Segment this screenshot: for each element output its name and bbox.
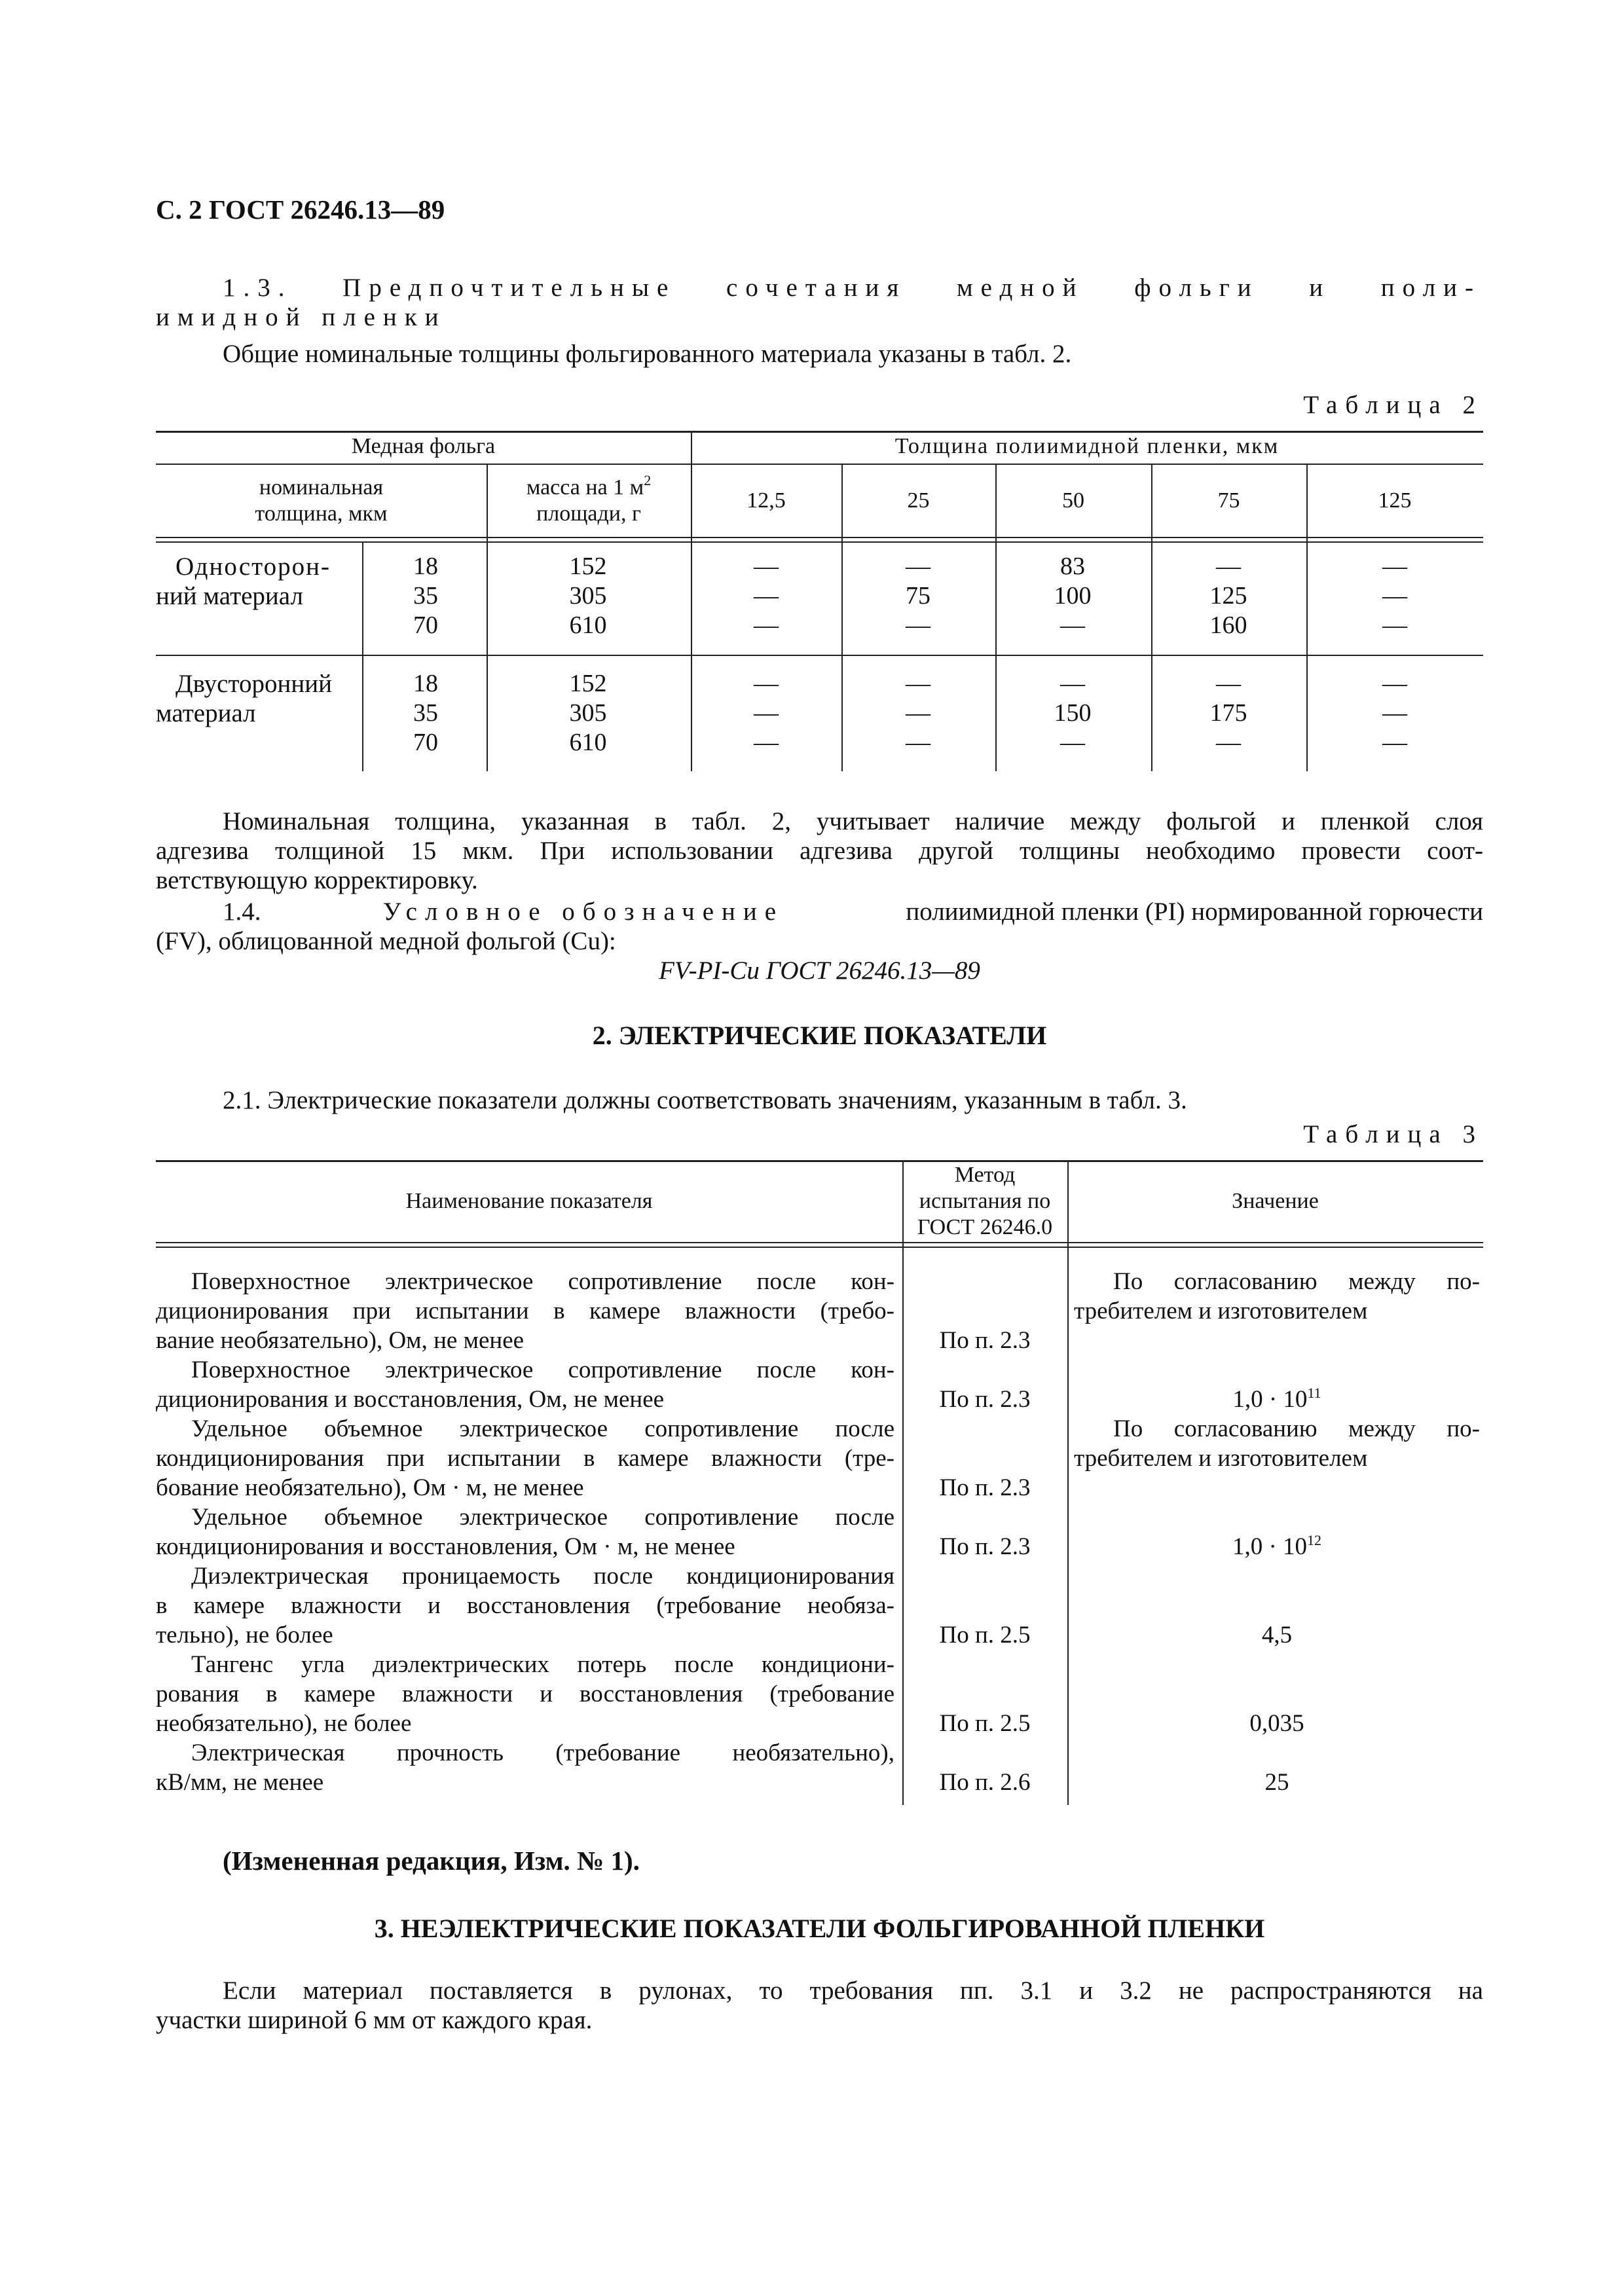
table2-vline [691, 431, 692, 771]
table3-name-line: необязательно), не более [156, 1710, 412, 1737]
table2-cell: — [1382, 582, 1407, 610]
section-3-line: участки шириной 6 мм от каждого края. [156, 2006, 593, 2034]
section-1-3-text: Общие номинальные толщины фольгированного материала указаны в табл. 2. [223, 340, 1072, 368]
table2-caption: Таблица 2 [1303, 391, 1483, 419]
table2-cell: 100 [1054, 582, 1092, 610]
table2-cell-thickness: 70 [413, 611, 438, 639]
table3-caption: Таблица 3 [1303, 1120, 1483, 1148]
table2-header-foil: Медная фольга [351, 434, 496, 458]
table3-value-cell [1074, 1709, 1480, 1738]
table3-method-cell: По п. 2.3 [939, 1533, 1031, 1560]
table2-cell: — [1382, 553, 1407, 580]
table3-header-method-l2: испытания по [919, 1189, 1051, 1213]
table2-cell: — [906, 611, 931, 639]
table3-header-name: Наименование показателя [405, 1189, 653, 1213]
table3-value-text: По согласованию между по- [1113, 1415, 1480, 1442]
table2-top-rule [156, 431, 1483, 433]
table3-method-cell: По п. 2.5 [939, 1622, 1031, 1649]
table2-cell-thickness: 70 [413, 729, 438, 756]
table3-name-line: рования в камере влажности и восстановления (требование [156, 1681, 894, 1707]
table3-value-exponent: 11 [1307, 1385, 1321, 1401]
table2-note [156, 807, 1483, 895]
table2-header-thickness: Толщина полиимидной пленки, мкм [894, 434, 1280, 458]
table3-header-method-l3: ГОСТ 26246.0 [917, 1215, 1053, 1239]
section-3-text [156, 1976, 1483, 2035]
section-2-title: 2. ЭЛЕКТРИЧЕСКИЕ ПОКАЗАТЕЛИ [592, 1021, 1047, 1050]
table2-cell: 175 [1209, 699, 1247, 727]
table3-method-cell: По п. 2.5 [939, 1710, 1031, 1737]
section-1-4-term: Условное обозначение [382, 898, 784, 926]
table3-method-cell: По п. 2.3 [939, 1474, 1031, 1501]
table2-group-label-l1: Односторон- [175, 553, 331, 581]
designation: FV-PI-Cu ГОСТ 26246.13—89 [659, 957, 980, 985]
section-3-title: 3. НЕЭЛЕКТРИЧЕСКИЕ ПОКАЗАТЕЛИ ФОЛЬГИРОВАННОЙ ПЛЕНКИ [374, 1914, 1265, 1943]
table2-header-mass-sup: 2 [644, 472, 652, 488]
table2-cell: 160 [1209, 611, 1247, 639]
table2-col-12-5: 12,5 [746, 488, 786, 513]
table2-header-mass-l2: площади, г [536, 501, 641, 526]
table2-cell: — [754, 553, 779, 580]
table2-group-label [156, 552, 352, 611]
table2-col-25: 25 [907, 488, 930, 513]
table3-name-line: диционирования и восстановления, Ом, не менее [156, 1386, 665, 1413]
table2-body-rule [156, 537, 1483, 543]
table3-body-rule [156, 1242, 1483, 1248]
table2-cell: — [754, 582, 779, 610]
table3-vline [1067, 1160, 1069, 1805]
table2-cell: 83 [1060, 553, 1085, 580]
section-1-4-lead [223, 897, 1483, 926]
table3-value-cell [1074, 1414, 1480, 1444]
section-1-4-number: 1.4. [223, 898, 261, 926]
table3-value-text: 25 [1264, 1769, 1289, 1796]
table2-header-nominal [156, 475, 487, 527]
table3-value-cell [1074, 1385, 1480, 1414]
table2-cell: 75 [906, 582, 931, 610]
table3-header-value: Значение [1232, 1189, 1319, 1213]
table3-name-line: кВ/мм, не менее [156, 1769, 324, 1796]
table3-method-cell: По п. 2.3 [939, 1327, 1031, 1354]
table3-name-line: Удельное объемное электрическое сопротивление после [191, 1504, 894, 1531]
table2-cell: — [1382, 611, 1407, 639]
table2-header-nominal-l2: толщина, мкм [255, 501, 388, 526]
table2-cell-mass: 610 [569, 729, 607, 756]
section-1-3-lead [223, 273, 1481, 302]
note-line: ветствующую корректировку. [156, 866, 478, 894]
note-line: Номинальная толщина, указанная в табл. 2, учитывает наличие между фольгой и пленкой слоя [223, 807, 1483, 835]
table3-name-line: Поверхностное электрическое сопротивление после кон- [191, 1268, 894, 1295]
table3-value-text: 1,0 · 10 [1232, 1533, 1308, 1560]
table2-cell-thickness: 35 [413, 582, 438, 610]
table3-value-text: 0,035 [1249, 1710, 1304, 1737]
table3-name-line: Диэлектрическая проницаемость после кондиционирования [191, 1563, 894, 1590]
table2-cell: — [754, 729, 779, 756]
table3-value-cell [1074, 1620, 1480, 1650]
table3-name-line: Тангенс угла диэлектрических потерь после кондициони- [191, 1651, 894, 1678]
table2-cell: — [754, 611, 779, 639]
table2-header-nominal-l1: номинальная [259, 475, 384, 500]
table2-cell: — [906, 699, 931, 727]
table3-value-cell [1074, 1444, 1480, 1473]
section-2-1-text: 2.1. Электрические показатели должны соответствовать значениям, указанным в табл. 3. [223, 1086, 1187, 1114]
table2-group-label [156, 669, 359, 728]
table3-value-text: По согласованию между по- [1113, 1268, 1480, 1295]
table3-value-text: требителем и изготовителем [1074, 1445, 1368, 1472]
table3-value-text: требителем и изготовителем [1074, 1298, 1368, 1324]
table2-cell: — [906, 670, 931, 697]
table3-name-line: Поверхностное электрическое сопротивление после кон- [191, 1357, 894, 1383]
table2-cell: — [1216, 670, 1241, 697]
table2-cell: — [1382, 729, 1407, 756]
table2-cell: — [1382, 670, 1407, 697]
table2-cell-mass: 152 [569, 670, 607, 697]
amendment-note: (Измененная редакция, Изм. № 1). [223, 1846, 640, 1876]
section-1-3-lead-cont: имидной пленки [156, 303, 447, 331]
table3-value-text: 4,5 [1261, 1622, 1293, 1649]
table3-method-cell: По п. 2.3 [939, 1386, 1031, 1413]
table2-cell: — [906, 729, 931, 756]
table3-name-line: кондиционирования и восстановления, Ом · м, не менее [156, 1533, 735, 1560]
table2-cell: — [1060, 729, 1085, 756]
table3-name-line: тельно), не более [156, 1622, 333, 1649]
table2-cell-mass: 610 [569, 611, 607, 639]
table2-cell: — [1382, 699, 1407, 727]
table2-cell: 150 [1054, 699, 1092, 727]
table3-name-line: в камере влажности и восстановления (требование необяза- [156, 1592, 894, 1619]
table2-cell: — [754, 670, 779, 697]
table3-value-text: 1,0 · 10 [1232, 1386, 1308, 1413]
table2-col-50: 50 [1062, 488, 1084, 513]
section-3-line: Если материал поставляется в рулонах, то требования пп. 3.1 и 3.2 не распространяются на [223, 1977, 1483, 2005]
table3-name-line: диционирования при испытании в камере влажности (требо- [156, 1298, 894, 1324]
table3-value-cell [1074, 1532, 1480, 1561]
table2-cell-mass: 305 [569, 582, 607, 610]
table2-cell: 125 [1209, 582, 1247, 610]
table3-value-cell [1074, 1768, 1480, 1797]
table2-col-125: 125 [1378, 488, 1412, 513]
section-1-4-cont: (FV), облицованной медной фольгой (Cu): [156, 927, 616, 955]
table3-name-line: Электрическая прочность (требование необязательно), [191, 1740, 894, 1766]
table2-header-mass [487, 472, 691, 527]
page-header: С. 2 ГОСТ 26246.13—89 [156, 194, 445, 225]
table3-header-method-l1: Метод [954, 1163, 1016, 1187]
note-line: адгезива толщиной 15 мкм. При использовании адгезива другой толщины необходимо провести соот- [156, 837, 1483, 865]
table2-cell: — [906, 553, 931, 580]
section-1-4-text: полиимидной пленки (PI) нормированной горючести [906, 898, 1483, 926]
table3-name-line: бование необязательно), Ом · м, не менее [156, 1474, 584, 1501]
table2-cell: — [1216, 553, 1241, 580]
table2-header-rule [156, 464, 1483, 465]
table3-name-line: вание необязательно), Ом, не менее [156, 1327, 525, 1354]
table3-value-exponent: 12 [1307, 1532, 1322, 1548]
table2-group-rule [156, 655, 1483, 656]
table2-cell: — [1060, 670, 1085, 697]
table2-group-label-l2: материал [156, 699, 256, 727]
table3-name-line: Удельное объемное электрическое сопротивление после [191, 1415, 894, 1442]
table2-cell: — [1216, 729, 1241, 756]
table3-header-method [902, 1162, 1067, 1241]
table3-method-cell: По п. 2.6 [939, 1769, 1031, 1796]
table2-cell-thickness: 18 [413, 553, 438, 580]
table2-cell: — [1060, 611, 1085, 639]
table2-cell-mass: 305 [569, 699, 607, 727]
table2-vline [362, 542, 363, 771]
table3-value-cell [1074, 1267, 1480, 1296]
table2-cell: — [754, 699, 779, 727]
table2-cell-thickness: 35 [413, 699, 438, 727]
table3-top-rule [156, 1160, 1483, 1162]
table2-cell-thickness: 18 [413, 670, 438, 697]
table2-group-label-l2: ний материал [156, 582, 303, 610]
table2-header-mass-l1: масса на 1 м [526, 475, 644, 500]
table2-group-label-l1: Двусторонний [175, 670, 333, 698]
table3-name-line: кондиционирования при испытании в камере влажности (тре- [156, 1445, 894, 1472]
table2-cell-mass: 152 [569, 553, 607, 580]
table3-value-cell [1074, 1296, 1480, 1326]
table2-col-75: 75 [1217, 488, 1240, 513]
section-1-3-lead-text: 1.3. Предпочтительные сочетания медной фольги и поли- [223, 274, 1481, 302]
